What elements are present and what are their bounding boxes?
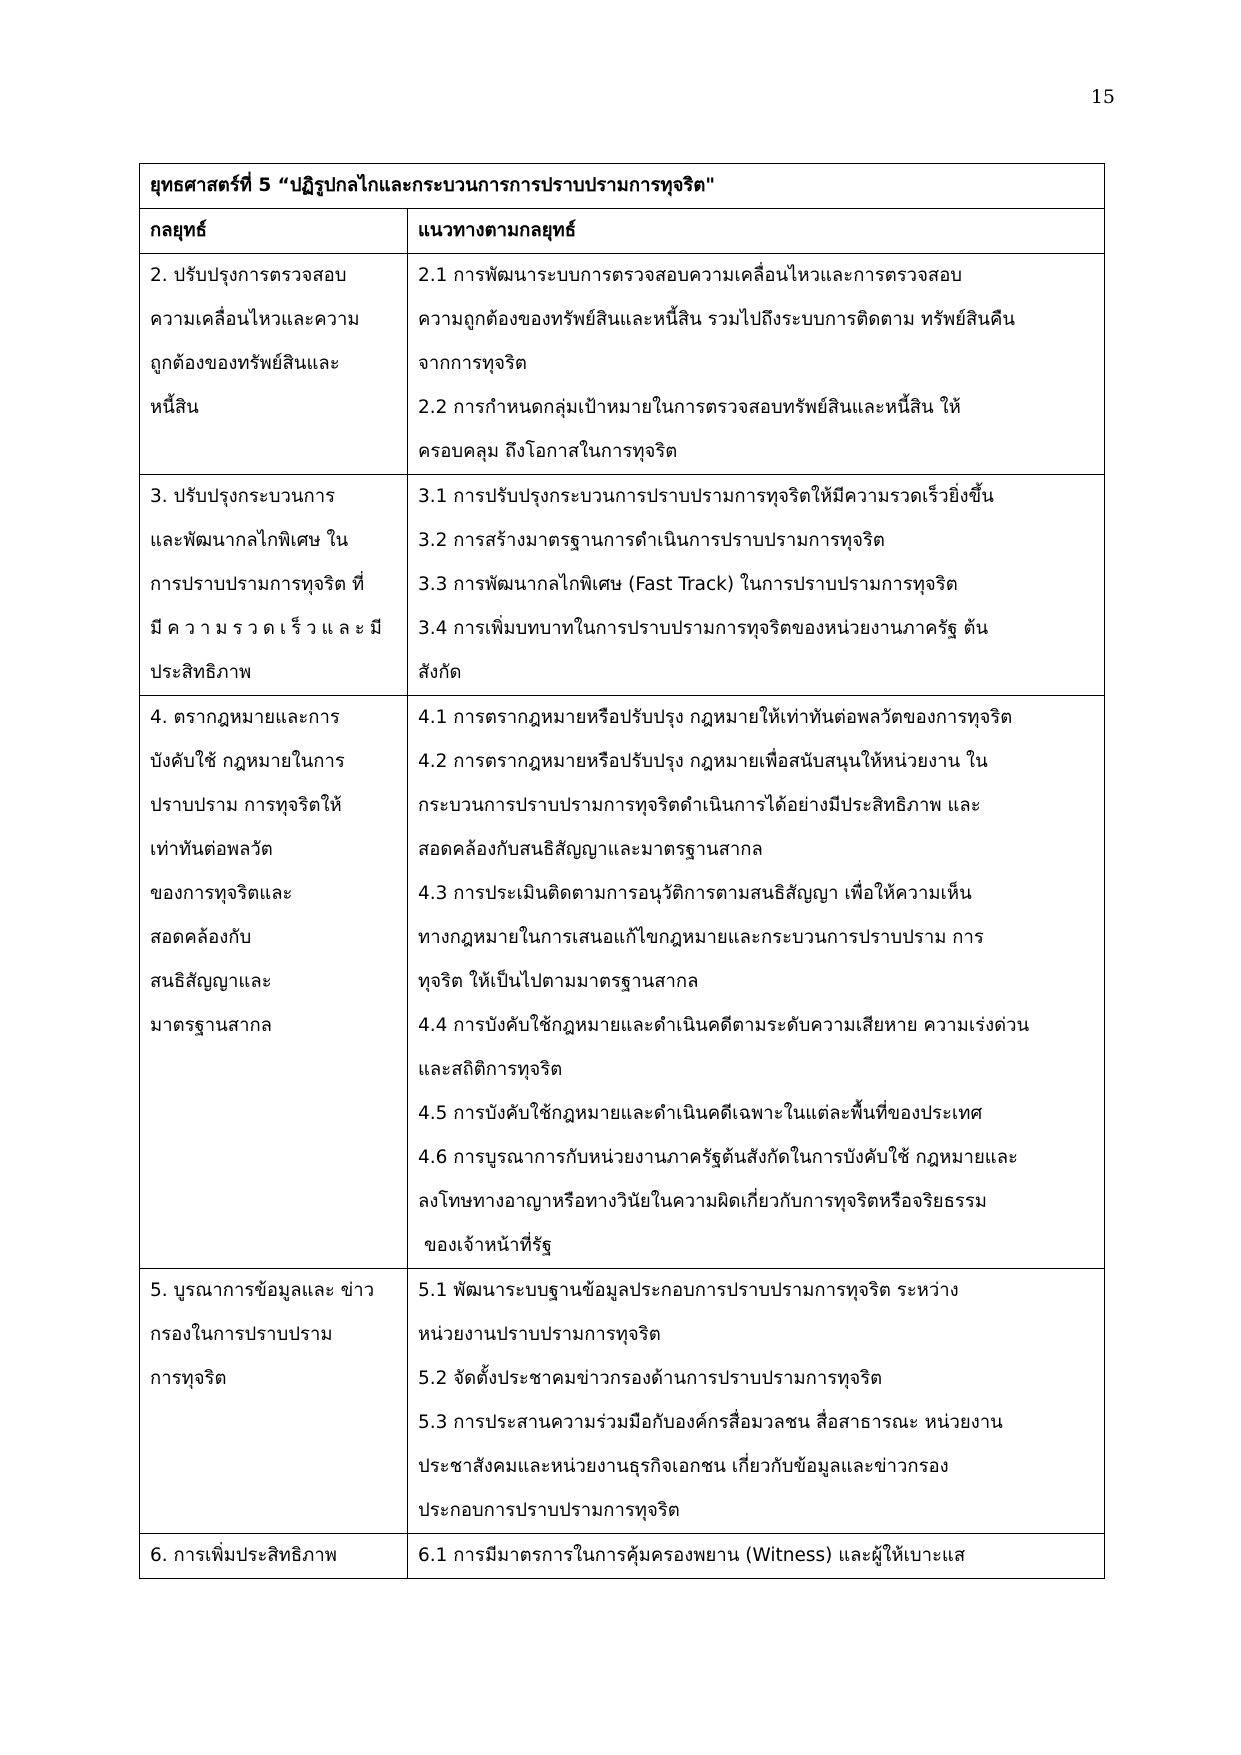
table-row — [140, 696, 1105, 1269]
guideline-line: ประกอบการปราบปรามการทุจริต — [418, 1500, 680, 1521]
guideline-line: 4.4 การบังคับใช้กฎหมายและดำเนินคดีตามระดับความเสียหาย ความเร่งด่วน — [418, 1015, 1030, 1036]
table-row — [140, 1269, 1105, 1534]
guideline-line: 5.3 การประสานความร่วมมือกับองค์กรสื่อมวลชน สื่อสาธารณะ หน่วยงาน — [418, 1412, 1003, 1433]
guideline-line: กระบวนการปราบปรามการทุจริตดำเนินการได้อย่างมีประสิทธิภาพ และ — [418, 795, 981, 816]
strategy-line: 3. ปรับปรุงกระบวนการ — [150, 486, 336, 507]
guidelines-cell — [408, 475, 1105, 696]
strategy-line: 5. บูรณาการข้อมูลและ ข่าว — [150, 1280, 375, 1301]
strategy-line: ปราบปราม การทุจริตให้ — [150, 795, 342, 816]
table-row — [140, 475, 1105, 696]
strategy-line: และพัฒนากลไกพิเศษ ใน — [150, 530, 349, 551]
table-title-row — [140, 164, 1105, 209]
guidelines-cell — [408, 1269, 1105, 1534]
page-number: 15 — [1090, 86, 1115, 108]
guideline-line: 4.5 การบังคับใช้กฎหมายและดำเนินคดีเฉพาะในแต่ละพื้นที่ของประเทศ — [418, 1103, 983, 1124]
table-row — [140, 1534, 1105, 1579]
strategy-line: ประสิทธิภาพ — [150, 662, 252, 683]
guideline-line: จากการทุจริต — [418, 353, 527, 374]
guideline-line: 5.2 จัดตั้งประชาคมข่าวกรองด้านการปราบปรามการทุจริต — [418, 1368, 883, 1389]
guideline-line: ประชาสังคมและหน่วยงานธุรกิจเอกชน เกี่ยวกับข้อมูลและข่าวกรอง — [418, 1456, 949, 1477]
strategy-line: 4. ตรากฎหมายและการ — [150, 707, 340, 728]
strategy-cell — [140, 1269, 408, 1534]
strategy-cell — [140, 1534, 408, 1579]
guideline-line: 2.1 การพัฒนาระบบการตรวจสอบความเคลื่อนไหวและการตรวจสอบ — [418, 265, 963, 286]
column-header-guidelines: แนวทางตามกลยุทธ์ — [408, 209, 1105, 254]
guideline-line: 3.4 การเพิ่มบทบาทในการปราบปรามการทุจริตของหน่วยงานภาครัฐ ต้น — [418, 618, 989, 639]
guidelines-cell — [408, 696, 1105, 1269]
guideline-line: 4.3 การประเมินติดตามการอนุวัติการตามสนธิสัญญา เพื่อให้ความเห็น — [418, 883, 972, 904]
strategy-line: กรองในการปราบปราม — [150, 1324, 333, 1345]
guidelines-cell — [408, 1534, 1105, 1579]
table-header-row — [140, 209, 1105, 254]
guideline-line: 3.1 การปรับปรุงกระบวนการปราบปรามการทุจริตให้มีความรวดเร็วยิ่งขึ้น — [418, 486, 994, 507]
guideline-line: 5.1 พัฒนาระบบฐานข้อมูลประกอบการปราบปรามการทุจริต ระหว่าง — [418, 1280, 959, 1301]
strategy-line: ความเคลื่อนไหวและความ — [150, 309, 360, 330]
strategy-line: สนธิสัญญาและ — [150, 971, 272, 992]
strategy-line: เท่าทันต่อพลวัต — [150, 839, 273, 860]
guideline-line: 3.2 การสร้างมาตรฐานการดำเนินการปราบปรามการทุจริต — [418, 530, 885, 551]
strategy-line: ถูกต้องของทรัพย์สินและ — [150, 353, 340, 374]
strategy-cell — [140, 696, 408, 1269]
guideline-line: หน่วยงานปราบปรามการทุจริต — [418, 1324, 661, 1345]
table-title: ยุทธศาสตร์ที่ 5 “ปฏิรูปกลไกและกระบวนการการปราบปรามการทุจริต" — [140, 164, 1105, 209]
guideline-line: และสถิติการทุจริต — [418, 1059, 563, 1080]
guideline-line: สอดคล้องกับสนธิสัญญาและมาตรฐานสากล — [418, 839, 763, 860]
strategy-line: การปราบปรามการทุจริต ที่ — [150, 574, 365, 595]
guideline-line: 3.3 การพัฒนากลไกพิเศษ (Fast Track) ในการปราบปรามการทุจริต — [418, 574, 958, 595]
guideline-line: สังกัด — [418, 662, 462, 683]
strategy-line: หนี้สิน — [150, 397, 199, 418]
strategy-line: สอดคล้องกับ — [150, 927, 252, 948]
guideline-line: 2.2 การกำหนดกลุ่มเป้าหมายในการตรวจสอบทรัพย์สินและหนี้สิน ให้ — [418, 397, 961, 418]
strategy-line: การทุจริต — [150, 1368, 227, 1389]
column-header-strategy: กลยุทธ์ — [140, 209, 408, 254]
guideline-line: ความถูกต้องของทรัพย์สินและหนี้สิน รวมไปถึงระบบการติดตาม ทรัพย์สินคืน — [418, 309, 1015, 330]
guideline-line: 4.6 การบูรณาการกับหน่วยงานภาครัฐต้นสังกัดในการบังคับใช้ กฎหมายและ — [418, 1147, 1018, 1168]
table-row — [140, 254, 1105, 475]
strategy-line: 2. ปรับปรุงการตรวจสอบ — [150, 265, 347, 286]
guideline-line: ทุจริต ให้เป็นไปตามมาตรฐานสากล — [418, 971, 699, 992]
guideline-line: 4.1 การตรากฎหมายหรือปรับปรุง กฎหมายให้เท่าทันต่อพลวัตของการทุจริต — [418, 707, 1013, 728]
guidelines-cell — [408, 254, 1105, 475]
strategy-line: มาตรฐานสากล — [150, 1015, 272, 1036]
guideline-line: 6.1 การมีมาตรการในการคุ้มครองพยาน (Witness) และผู้ให้เบาะแส — [418, 1545, 966, 1566]
strategy-table — [139, 163, 1105, 1579]
strategy-cell — [140, 475, 408, 696]
strategy-line: ของการทุจริตและ — [150, 883, 293, 904]
guideline-line: ลงโทษทางอาญาหรือทางวินัยในความผิดเกี่ยวกับการทุจริตหรือจริยธรรม — [418, 1191, 988, 1212]
guideline-line: ของเจ้าหน้าที่รัฐ — [424, 1235, 552, 1256]
guideline-line: ทางกฎหมายในการเสนอแก้ไขกฎหมายและกระบวนการปราบปราม การ — [418, 927, 984, 948]
strategy-cell — [140, 254, 408, 475]
strategy-line: มีความรวดเร็วและมี — [150, 618, 387, 639]
guideline-line: ครอบคลุม ถึงโอกาสในการทุจริต — [418, 441, 678, 462]
guideline-line: 4.2 การตรากฎหมายหรือปรับปรุง กฎหมายเพื่อสนับสนุนให้หน่วยงาน ใน — [418, 751, 988, 772]
strategy-line: บังคับใช้ กฎหมายในการ — [150, 751, 345, 772]
strategy-line: 6. การเพิ่มประสิทธิภาพ — [150, 1545, 337, 1566]
